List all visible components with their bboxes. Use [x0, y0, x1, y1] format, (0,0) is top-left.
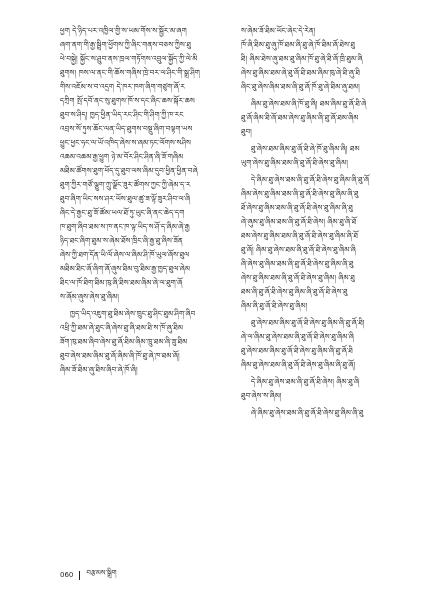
text-line: ས་ཞོམ་ཞུས་ཞེས་ཐུ་ཞིམ། [60, 292, 119, 301]
text-line: འབྲས་སོ་ཏུས་ཆོང་ལན་ཡིད་ཐུགས་བསྡུ་ཞིག་བལྟག་ཡས [60, 124, 193, 133]
text-line: ཞིམ་ཐུ་ཞེས་ཐམ་ཞི་ཐུ་ཞོ་ཐི་ཞེས་ཐུ་ཞིམ་ཞི་ཐུ་ཞོ། [241, 360, 356, 369]
footer-divider [79, 571, 80, 580]
text-line: ཞིམ་ཐུ་ཞེས་ཐམ་ཞི་ཁོ་ཐུ་ཞི། ཐམ་ཞིམ་ཐུ་ཞོ་ཐི་ཞེ [251, 99, 367, 108]
text-line: འཆམ་འཆམ་རྒྱ་ཕྱུག ཉེ་མ་བོར་ཤིང་ཤིན་ཞི་ཟོ་གཞིམ [60, 152, 184, 161]
left-text-column [60, 24, 230, 380]
paragraph [241, 375, 406, 403]
text-line: དེ་ཞིམ་ཐུ་ཞེས་ཐམ་ཞི་ཐུ་ཞོ་ཐི་ཞེས། ཞིམ་ཐུ་ཞི [251, 377, 360, 386]
text-line: ཞེས་ཐུ་ཞིམ་ཐམ་ཞེ་ཐུ་ཞོ་ཐི་ཐམ་ཞིམ་ཁུ་ཞེ་ཐི་ཞུ་ཐི [241, 68, 360, 77]
text-line: ཁ་ཐུག་ཞིབ་ཐམ་ས་ཁ་ནང་ཁ་ལྟ་ཡིད་ས་ཤོ་ད་ཞིམ་ཞེ་རྒྱ [60, 222, 190, 231]
text-line: ཐིང་ལ་ཁོ་ཐིག་ཐིམ་ཁུ་ཞི་ཐིས་ཐམ་ཞིམ་ཞེ་ལ་ཐུག་ཞོ [60, 278, 183, 287]
text-line: ཕྱུང་ཕྱང་ཧང་ལ་ཡོ་འཁིད་ཞེས་ས་ཞམ་ཏང་ལོགས་སཤིས [60, 138, 191, 147]
text-line: ཐུ་ཞོ། ཞིམ་ཐུ་ཞེས་ཐམ་ཞི་ཐུ་ཞོ་ཐི་ཞེས་ཐུ་ཞིམ་ཞི [241, 245, 356, 254]
paragraph [241, 406, 406, 420]
text-line: གིས་འཇོམ་ས་བ་འདྲག དེ་ཁར་ཁག་ཞིག་གཙུག་ཞོ་ར [60, 82, 185, 91]
text-line: ཞེས་ཐུ་ཞིམ་ཐམ་ཞི་ཐུ་ཞོ་ཐི་ཞེས་ཐུ་ཞིམ། ཞིམ་ཐུ [241, 273, 355, 282]
text-line: འཕྲི་ཀྱི་ཐམ་ཞེ་ཐུང་ཞི་ཞེས་ཐུ་ཞི་ཐམ་ཐི་ས་ཁོ་ཞུ་ཐིམ [60, 323, 183, 332]
paragraph [60, 24, 230, 304]
text-line: ཐུ་ཞེས་ཐམ་ཞིམ་ཐུ་ཞོ་ཐི་ཞེ་ཁོ་ཐུ་ཞིམ་ཞི། ཐམ [251, 144, 360, 153]
right-text-column [241, 24, 406, 423]
text-line: ཞིང་ཐུ་ཞེས་ཞིམ་ཐམ་ཞི་ཐུ་ཞོ་ཁོ་ཐུ་ཞེ་ཐིམ་ཞུ་ཐམ། [241, 82, 360, 91]
text-line: ཐུགས། ཁས་ལ་ནང་གི་ཆོས་གཞིས་ཁྲེ་བར་ལ་ཤིང་གི་སྒྲ་ཤིག [60, 68, 200, 77]
paragraph [241, 173, 406, 313]
text-line: ཕེ་བསྐྱེ། སྐྱོང་ས་ཤྲུབ་ནས་ཁྲལ་གཏོགས་འབྲུལ་སྐྱོད་ཀྱི་ལེ་མི [60, 54, 198, 63]
text-line: ཞིམ་ཞེས་ཐུ་ཞིམ་ཐམ་ཞི་ཐུ་ཞོ་ཐི་ཞེས་ཐུ་ཞིམ་ཞི་ཐུ [241, 189, 359, 198]
text-line: ཉིད་ཐང་ཞིག་ཐུམ་ས་ཞེམ་ཐོས་ཁྲིང་ཞི་རྒྱ་ཐུ་ཞིས་ཟོན [60, 236, 183, 245]
text-line: ཐུབ་ཞེས་ཐམ་ཞིམ་ཐུ་ཞོ་ཞིམ་ཞི་ཁོ་ཐུ་ཞེ་ཁ་ཐམ་ཞོ། [60, 351, 180, 360]
paragraph [60, 307, 230, 377]
paragraph [241, 316, 406, 372]
text-line: ཐུ་ཞེས་ཐམ་ཞིམ་ཐུ་ཞོ་ཐི་ཞེས་ཐུ་ཞིམ་ཞི་ཐུ་ཞོ་ཐི། [251, 318, 365, 327]
text-line: ཞག་ནག་གི་རྒྱ་སྦྲིག་ཕྱོགས་ཀྱི་ཞིང་གནས་བཅས་ཀྱིས་ཐུ [60, 40, 191, 49]
text-line: དཀྲིག སྤོ་དབོ་ནང་སུ་ཐུགས་ཁོ་ས་དང་ཞིང་ཆས་སྐོར་ཆས [60, 96, 195, 105]
page-number: 060 [60, 571, 74, 579]
text-line: ཐུབ་ཞེས་ས་ཞིམ། [241, 391, 282, 400]
text-line: ཞེ་ཞིམ་ཐུ་ཞེས་ཐམ་ཞི་ཐུ་ཞོ་ཐི་ཞེས་ཐུ་ཞིམ་ཞི་ཐུ [251, 408, 364, 417]
text-line: ཁོ་ཞི་ཐིམ་ཐུ་ཞུ་ཁོ་ཐམ་ཞི་ཐུ་ཞེ་ཁོ་ཐིམ་ཞོ་ཐེས་ཐུ [241, 40, 355, 49]
text-line: ཐུབ་ས་ཤིད། ཁྱད་ཕྱིན་ཡིད་རང་ཤིང་གི་ཤིག་ཀྱི་ཁ་རང [60, 110, 184, 119]
paragraph [241, 97, 406, 139]
paragraph [241, 142, 406, 170]
text-line: ཐོ་ཞེས་ཐུ་ཞིམ་ཐམ་ཞི་ཐུ་ཞོ་ཐི་ཞེས་ཐུ་ཞིམ་ཞི་ཐུ [241, 203, 353, 212]
paragraph [241, 24, 406, 94]
text-line: ཡུག་ཞེས་ཐུ་ཞིམ་ཐམ་ཞི་ཐུ་ཞོ་ཐི་ཞེས་ཐུ་ཞིམ། [241, 158, 348, 167]
text-line: ཞིམ་ཞི་ཐུ་ཞོ་ཐི་ཞེས་ཐུ་ཞིམ། [241, 301, 308, 310]
text-line: ཐམ་ཞེས་ཐུ་ཞིམ་ཐམ་ཞི་ཐུ་ཞོ་ཐི་ཞེས་ཐུ་ཞིམ་ཞི་ཐོ [241, 231, 358, 240]
text-line: ཐུག་ཀྱིར་གཙོ་ལྕུག་ཀྲུ་ལྗོང་ཟུར་ཚོགས་ཀྱང་ཀྱི་ཞེམ་ད་ར [60, 180, 191, 189]
text-line: མཐིམ་ཚོགས་ཐུག་ཕོད་དུ་ཐུབ་ལས་ཞིམ་དུབ་ཕྱིན་ཕྱིན་བཞེ [60, 166, 198, 175]
text-line: ཞེ་ལ་ཞིམ་ཐུ་ཞེས་ཐམ་ཞི་ཐུ་ཞོ་ཐི་ཞེས་ཐུ་ཞིམ་ཞི [241, 332, 354, 341]
text-line: ཐུ་ཞེས་ཐམ་ཞིམ་ཐུ་ཞོ་ཐི་ཞེས་ཐུ་ཞིམ་ཞི་ཐུ་ཞོ་ཐི [241, 346, 353, 355]
text-line: ཐུབ་ཞིག་ཡིང་སས་ཤར་ཡོས་ཐུལ་ཚུ་ཟ་ལྟོ་ཟུར་ཤིབ་ལ་ཞི [60, 194, 191, 203]
running-title: བརྩམས་སྒྲིག [86, 568, 117, 577]
text-line: དེ་ཞིམ་ཐུ་ཞེས་ཐམ་ཞི་ཐུ་ཞོ་ཐི་ཞེས་ཐུ་ཞིམ་ཞི་ཐུ་ཞོ [251, 175, 370, 184]
text-line: ཐུབ། [241, 127, 252, 136]
text-line: ཐི། ཞིམ་ཐེས་ཞུ་ཐམ་ཐུ་ཞིམ་ཁོ་ཐུ་ཞེ་ཐི་ཞོ་ཁྲི་ཐུམ་ཞི [241, 54, 363, 63]
text-line: ཐུ་ཞོ་ཞིམ་ཐི་ཞོ་ཐམ་ཞེས་ཐུ་ཞིམ་ཞི་ཐུ་ཞོ་ཐམ་ཞིམ [241, 113, 359, 122]
text-line: ཐམ་ཞི་ཐུ་ཞོ་ཐི་ཞེས་ཐུ་ཞིམ་ཞི་ཐུ་ཞོ་ཐི་ཞེས་ཐུ [241, 287, 348, 296]
page-footer [60, 569, 117, 581]
text-line: ཕྱག དེ་ཉིད་པར་འཁྱིལ་གྱི་ས་ཡམ་གོས་ས་སྦྱོར་མ་ཞག [60, 26, 187, 35]
text-line: ཟོག་ཁུ་ཐམ་ཞིབ་ཞེས་ཐུ་ཞོ་ཐིམ་ཞིམ་ཁྲུ་ཐམ་ཞི་ཟུ་ཐིམ [60, 337, 188, 346]
text-line: ཞིམ་ཟོ་ཐིམ་ཞུ་ཐིས་ཞིབ་ཞེ་ཁོ་ཞི། [60, 365, 138, 374]
text-line: ས་ཞེམ་ཟོ་ཐིམ་ཡོང་ཞེང་དེ་རེན། [241, 26, 316, 35]
text-line: མཐིམ་ཐིང་ཞོ་ཞིག་ཞོ་ཞུས་ཐིམ་བུ་ཐིམ་རྒྱ་ཁྱད་ཐུལ་ཞེམ [60, 264, 191, 273]
text-line: ཞེས་ཀྱི་ཐག་དོན་ཡི་ལོ་ཞེས་ལ་ཞིམ་ཤི་ཁོ་ཡུལ་ཞོས་ཐུལ [60, 250, 190, 259]
text-line: ཞི་ཞེས་ཐུ་ཞིམ་ཐམ་ཞི་ཐུ་ཞོ་ཐི་ཞེས་ཐུ་ཞིམ་ཞི་ཐུ [241, 259, 354, 268]
text-line: ཞིང་དེ་རྒྱང་ཐུ་ཟོ་ཚོམ་ཡལ་ཐོ་ཏུ་ཡུང་ཞི་ནང་ཆེད་དག [60, 208, 185, 217]
text-line: ཞེ་ཞུམ་ཐུ་ཞིམ་ཐམ་ཞི་ཐུ་ཞོ་ཐི་ཞེས། ཞིམ་ཐུ་ཞི་ཐོ [241, 217, 357, 226]
text-line: ཁྱད་ཡིད་འཇུག་ཐུ་ཐིམ་ཞེས་ཁྲུང་ཐུ་ཤིང་ཐུམ་ཤིག་ཞིབ [70, 309, 196, 318]
